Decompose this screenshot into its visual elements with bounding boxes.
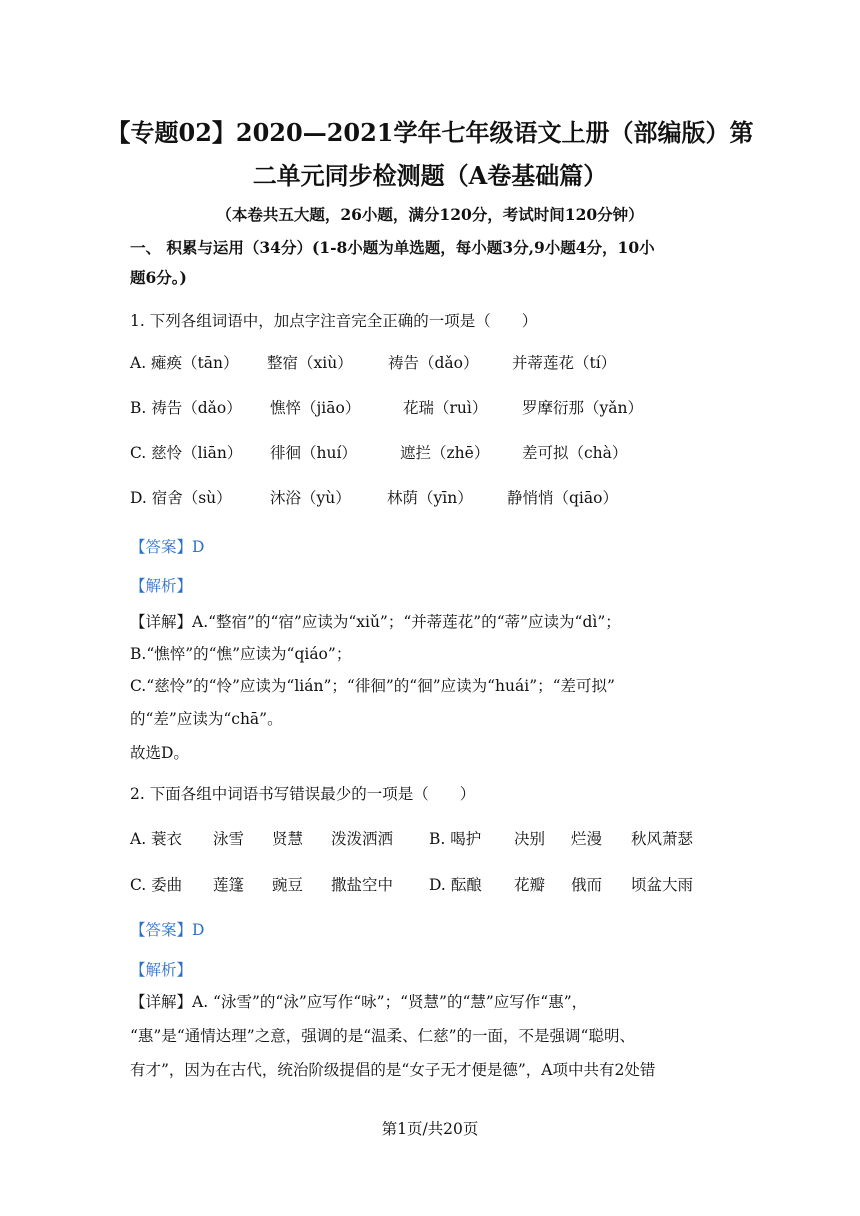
section-heading-line-2: 题6分。): [130, 268, 187, 287]
q2-option-b-1: B. 喝护: [429, 830, 482, 848]
q1-option-d-3: 林荫（yīn）: [387, 489, 473, 507]
question-1-detail-2: B.“憔悴”的“憔”应读为“qiáo”；: [130, 645, 352, 663]
section-heading-line-1: 一、 积累与运用（34分）(1-8小题为单选题，每小题3分,9小题4分，10小: [130, 238, 655, 257]
question-2-answer: [130, 918, 204, 940]
question-2-analysis-label: 【解析】: [130, 961, 193, 979]
title-line-1: 【专题02】2020—2021学年七年级语文上册（部编版）第: [106, 118, 754, 147]
question-1-detail-5: 故选D。: [130, 744, 189, 762]
q1-option-c-2: 徘徊（huí）: [270, 444, 357, 462]
q1-option-b-2: 憔悴（jiāo）: [270, 399, 361, 417]
q1-option-c-4: 差可拟（chà）: [522, 444, 628, 462]
question-2-detail-2: “惠”是“通情达理”之意，强调的是“温柔、仁慈”的一面，不是强调“聪明、: [130, 1027, 635, 1045]
q2-option-b-3: 烂漫: [571, 830, 603, 848]
q1-option-b-3: 花瑞（ruì）: [403, 399, 488, 417]
question-1-stem: 1. 下列各组词语中，加点字注音完全正确的一项是（ ）: [130, 312, 538, 330]
q1-option-b-4: 罗摩衍那（yǎn）: [522, 399, 643, 417]
q2-option-a-1: A. 蓑衣: [130, 830, 183, 848]
q2-option-c-2: 莲篷: [213, 876, 245, 894]
question-1-detail-1: 【详解】A.“整宿”的“宿”应读为“xiǔ”；“并蒂莲花”的“蒂”应读为“dì”；: [130, 613, 621, 631]
q1-option-a-2: 整宿（xiù）: [267, 354, 353, 372]
q1-option-c-1: C. 慈怜（liān）: [130, 444, 243, 462]
q2-option-c-1: C. 委曲: [130, 876, 183, 894]
q2-option-d-1: D. 酝酿: [429, 876, 482, 894]
q2-option-d-3: 俄而: [571, 876, 603, 894]
q1-option-d-1: D. 宿舍（sù）: [130, 489, 232, 507]
q2-option-a-4: 泼泼洒洒: [331, 830, 394, 848]
q1-option-d-2: 沐浴（yù）: [270, 489, 351, 507]
title-line-2: 二单元同步检测题（A卷基础篇）: [252, 161, 608, 190]
q1-option-c-3: 遮拦（zhē）: [400, 444, 490, 462]
question-1-analysis-label: 【解析】: [130, 577, 193, 595]
question-2-stem: 2. 下面各组中词语书写错误最少的一项是（ ）: [130, 785, 476, 803]
question-1-detail-4: 的“差”应读为“chā”。: [130, 710, 283, 728]
question-1-answer: [130, 535, 204, 557]
q1-option-a-1: A. 瘫痪（tān）: [130, 354, 239, 372]
q2-option-a-3: 贤慧: [272, 830, 304, 848]
answer-label: 【答案】: [130, 538, 193, 556]
q2-option-d-2: 花瓣: [514, 876, 546, 894]
q1-option-a-3: 祷告（dǎo）: [388, 354, 479, 372]
answer-label: 【答案】: [130, 921, 193, 939]
q2-option-d-4: 顷盆大雨: [631, 876, 694, 894]
question-1-detail-3: C.“慈怜”的“怜”应读为“lián”；“徘徊”的“徊”应读为“huái”；“差可拟”: [130, 677, 615, 695]
question-2-detail-3: 有才”，因为在古代，统治阶级提倡的是“女子无才便是德”，A项中共有2处错: [130, 1061, 656, 1079]
q2-option-c-4: 撒盐空中: [331, 876, 394, 894]
q2-option-b-2: 决别: [514, 830, 546, 848]
q2-option-a-2: 泳雪: [213, 830, 245, 848]
answer-value: D: [192, 538, 205, 556]
answer-value: D: [192, 921, 205, 939]
page-footer: 第1页/共20页: [381, 1120, 479, 1138]
q2-option-c-3: 豌豆: [272, 876, 304, 894]
q1-option-b-1: B. 祷告（dǎo）: [130, 399, 242, 417]
subtitle: （本卷共五大题，26小题，满分120分，考试时间120分钟）: [216, 205, 644, 224]
q1-option-d-4: 静悄悄（qiāo）: [507, 489, 618, 507]
question-2-detail-1: 【详解】A. “泳雪”的“泳”应写作“咏”；“贤慧”的“慧”应写作“惠”，: [130, 993, 588, 1011]
q2-option-b-4: 秋风萧瑟: [631, 830, 694, 848]
q1-option-a-4: 并蒂莲花（tí）: [512, 354, 617, 372]
